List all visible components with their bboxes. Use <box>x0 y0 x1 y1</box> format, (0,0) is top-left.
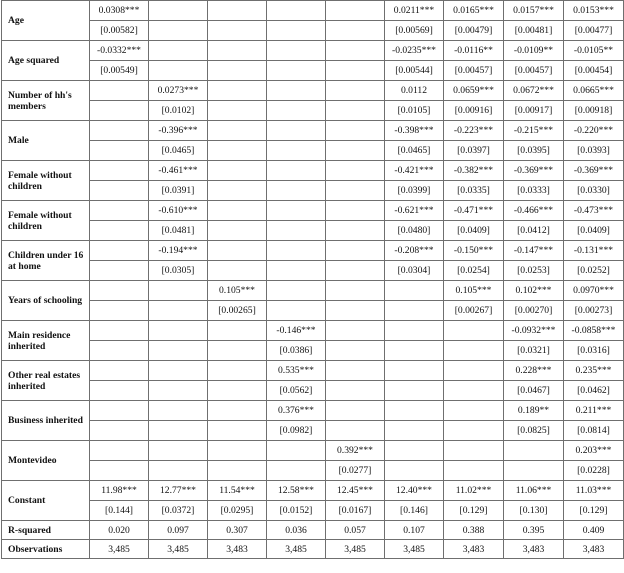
coefficient-cell: 0.203*** <box>564 441 624 461</box>
standard-error-cell <box>326 181 385 201</box>
standard-error-cell: [0.0467] <box>504 381 564 401</box>
coefficient-cell <box>444 321 504 341</box>
coefficient-cell: 0.228*** <box>504 361 564 381</box>
statistic-label: R-squared <box>2 521 90 540</box>
standard-error-cell <box>90 101 149 121</box>
standard-error-cell: [0.00918] <box>564 101 624 121</box>
standard-error-row <box>2 101 624 121</box>
standard-error-cell: [0.0395] <box>504 141 564 161</box>
standard-error-cell: [0.00477] <box>564 21 624 41</box>
coefficient-cell <box>326 361 385 381</box>
coefficient-cell: -0.0109** <box>504 41 564 61</box>
coefficient-cell <box>149 441 208 461</box>
coefficient-cell: -0.223*** <box>444 121 504 141</box>
standard-error-cell: [0.0254] <box>444 261 504 281</box>
coefficient-cell <box>208 41 267 61</box>
standard-error-cell <box>326 141 385 161</box>
coefficient-cell: 12.40*** <box>385 481 444 501</box>
coefficient-row <box>2 201 624 221</box>
standard-error-cell <box>267 21 326 41</box>
coefficient-cell: 0.0211*** <box>385 1 444 21</box>
variable-label: Other real estates inherited <box>2 361 90 401</box>
coefficient-cell <box>149 1 208 21</box>
standard-error-cell <box>504 461 564 481</box>
coefficient-cell <box>149 281 208 301</box>
standard-error-cell: [0.144] <box>90 501 149 521</box>
standard-error-cell <box>326 101 385 121</box>
standard-error-cell <box>444 461 504 481</box>
variable-label: Main residence inherited <box>2 321 90 361</box>
coefficient-cell <box>444 401 504 421</box>
standard-error-cell: [0.00270] <box>504 301 564 321</box>
coefficient-cell: 0.0672*** <box>504 81 564 101</box>
statistic-value: 3,485 <box>90 540 149 559</box>
standard-error-cell: [0.00265] <box>208 301 267 321</box>
coefficient-row <box>2 441 624 461</box>
standard-error-row <box>2 381 624 401</box>
statistic-value: 3,485 <box>385 540 444 559</box>
coefficient-row <box>2 121 624 141</box>
coefficient-cell: 11.98*** <box>90 481 149 501</box>
standard-error-cell <box>90 381 149 401</box>
standard-error-cell <box>208 21 267 41</box>
coefficient-row <box>2 361 624 381</box>
standard-error-cell: [0.0397] <box>444 141 504 161</box>
coefficient-cell: -0.147*** <box>504 241 564 261</box>
standard-error-cell <box>326 301 385 321</box>
standard-error-cell <box>385 341 444 361</box>
variable-label: Years of schooling <box>2 281 90 321</box>
coefficient-cell <box>326 81 385 101</box>
variable-label: Constant <box>2 481 90 521</box>
coefficient-cell: -0.396*** <box>149 121 208 141</box>
coefficient-cell <box>90 281 149 301</box>
coefficient-row <box>2 241 624 261</box>
standard-error-cell: [0.0253] <box>504 261 564 281</box>
coefficient-cell: 0.376*** <box>267 401 326 421</box>
standard-error-cell: [0.00273] <box>564 301 624 321</box>
standard-error-cell <box>208 221 267 241</box>
statistic-value: 0.097 <box>149 521 208 540</box>
statistic-value: 0.107 <box>385 521 444 540</box>
standard-error-cell: [0.0167] <box>326 501 385 521</box>
standard-error-cell <box>208 461 267 481</box>
standard-error-cell: [0.00454] <box>564 61 624 81</box>
standard-error-cell: [0.0409] <box>564 221 624 241</box>
statistic-value: 0.057 <box>326 521 385 540</box>
coefficient-cell: -0.208*** <box>385 241 444 261</box>
statistic-row <box>2 540 624 559</box>
coefficient-cell <box>267 441 326 461</box>
standard-error-cell <box>267 221 326 241</box>
standard-error-cell <box>149 21 208 41</box>
standard-error-cell: [0.129] <box>564 501 624 521</box>
coefficient-cell: 11.02*** <box>444 481 504 501</box>
standard-error-row <box>2 501 624 521</box>
standard-error-cell <box>149 61 208 81</box>
standard-error-cell <box>267 181 326 201</box>
standard-error-cell <box>385 301 444 321</box>
standard-error-cell <box>149 461 208 481</box>
statistic-value: 0.020 <box>90 521 149 540</box>
coefficient-cell: 0.0970*** <box>564 281 624 301</box>
standard-error-cell: [0.0393] <box>564 141 624 161</box>
coefficient-cell <box>149 321 208 341</box>
statistic-value: 3,483 <box>444 540 504 559</box>
coefficient-row <box>2 41 624 61</box>
coefficient-cell: -0.0332*** <box>90 41 149 61</box>
coefficient-cell: -0.0932*** <box>504 321 564 341</box>
coefficient-cell: -0.466*** <box>504 201 564 221</box>
standard-error-cell: [0.0102] <box>149 101 208 121</box>
statistic-value: 3,485 <box>326 540 385 559</box>
standard-error-cell: [0.129] <box>444 501 504 521</box>
standard-error-cell: [0.00549] <box>90 61 149 81</box>
standard-error-cell <box>90 141 149 161</box>
coefficient-cell: -0.382*** <box>444 161 504 181</box>
standard-error-cell <box>267 261 326 281</box>
coefficient-cell <box>208 81 267 101</box>
standard-error-cell: [0.0465] <box>385 141 444 161</box>
standard-error-cell: [0.0105] <box>385 101 444 121</box>
standard-error-cell <box>444 341 504 361</box>
standard-error-cell <box>90 301 149 321</box>
coefficient-cell: -0.610*** <box>149 201 208 221</box>
standard-error-cell <box>267 141 326 161</box>
standard-error-cell: [0.0391] <box>149 181 208 201</box>
coefficient-cell <box>149 41 208 61</box>
coefficient-cell: 0.189** <box>504 401 564 421</box>
coefficient-cell <box>267 281 326 301</box>
coefficient-cell: 12.45*** <box>326 481 385 501</box>
standard-error-cell: [0.130] <box>504 501 564 521</box>
coefficient-cell: 0.392*** <box>326 441 385 461</box>
coefficient-cell <box>444 361 504 381</box>
standard-error-cell: [0.0480] <box>385 221 444 241</box>
coefficient-cell: 0.235*** <box>564 361 624 381</box>
standard-error-cell: [0.0825] <box>504 421 564 441</box>
coefficient-cell <box>385 401 444 421</box>
standard-error-cell: [0.00582] <box>90 21 149 41</box>
regression-table <box>1 0 624 559</box>
standard-error-cell: [0.00569] <box>385 21 444 41</box>
coefficient-cell <box>90 401 149 421</box>
coefficient-row <box>2 481 624 501</box>
variable-label: Age <box>2 1 90 41</box>
standard-error-cell: [0.0228] <box>564 461 624 481</box>
statistic-value: 3,483 <box>564 540 624 559</box>
coefficient-cell: -0.220*** <box>564 121 624 141</box>
coefficient-cell: 0.0165*** <box>444 1 504 21</box>
coefficient-cell <box>90 161 149 181</box>
coefficient-cell <box>208 121 267 141</box>
standard-error-cell: [0.146] <box>385 501 444 521</box>
coefficient-cell <box>149 401 208 421</box>
coefficient-row <box>2 281 624 301</box>
standard-error-cell: [0.0462] <box>564 381 624 401</box>
coefficient-cell <box>90 81 149 101</box>
coefficient-cell: -0.0235*** <box>385 41 444 61</box>
standard-error-cell: [0.00457] <box>444 61 504 81</box>
statistic-value: 0.388 <box>444 521 504 540</box>
standard-error-cell: [0.00457] <box>504 61 564 81</box>
variable-label: Montevideo <box>2 441 90 481</box>
coefficient-cell <box>90 321 149 341</box>
statistic-value: 0.036 <box>267 521 326 540</box>
coefficient-cell <box>326 241 385 261</box>
standard-error-row <box>2 261 624 281</box>
standard-error-cell <box>385 421 444 441</box>
variable-label: Male <box>2 121 90 161</box>
coefficient-cell: 0.102*** <box>504 281 564 301</box>
coefficient-cell: 0.0308*** <box>90 1 149 21</box>
standard-error-row <box>2 341 624 361</box>
coefficient-cell: -0.131*** <box>564 241 624 261</box>
standard-error-row <box>2 61 624 81</box>
coefficient-row <box>2 1 624 21</box>
coefficient-cell: 0.211*** <box>564 401 624 421</box>
coefficient-cell: 11.06*** <box>504 481 564 501</box>
coefficient-cell <box>326 401 385 421</box>
coefficient-cell: 0.0157*** <box>504 1 564 21</box>
coefficient-cell: -0.0116** <box>444 41 504 61</box>
coefficient-cell <box>385 321 444 341</box>
coefficient-cell <box>385 281 444 301</box>
coefficient-cell <box>267 161 326 181</box>
standard-error-cell: [0.0399] <box>385 181 444 201</box>
coefficient-cell <box>267 201 326 221</box>
coefficient-cell: -0.369*** <box>564 161 624 181</box>
standard-error-cell <box>267 301 326 321</box>
coefficient-row <box>2 401 624 421</box>
statistic-value: 3,483 <box>504 540 564 559</box>
standard-error-cell: [0.0295] <box>208 501 267 521</box>
standard-error-cell: [0.0333] <box>504 181 564 201</box>
standard-error-cell: [0.0409] <box>444 221 504 241</box>
standard-error-cell <box>149 341 208 361</box>
coefficient-cell <box>326 41 385 61</box>
coefficient-cell <box>90 121 149 141</box>
standard-error-cell: [0.00544] <box>385 61 444 81</box>
standard-error-cell: [0.0316] <box>564 341 624 361</box>
coefficient-cell: -0.0858*** <box>564 321 624 341</box>
coefficient-cell <box>326 121 385 141</box>
standard-error-cell <box>208 61 267 81</box>
table-body <box>2 1 624 559</box>
coefficient-row <box>2 81 624 101</box>
coefficient-cell <box>504 441 564 461</box>
coefficient-cell: 0.0112 <box>385 81 444 101</box>
statistic-value: 3,485 <box>149 540 208 559</box>
coefficient-cell <box>208 361 267 381</box>
variable-label: Business inherited <box>2 401 90 441</box>
coefficient-cell: 0.0273*** <box>149 81 208 101</box>
coefficient-cell <box>267 241 326 261</box>
standard-error-cell <box>208 101 267 121</box>
statistic-value: 3,483 <box>208 540 267 559</box>
standard-error-cell: [0.0277] <box>326 461 385 481</box>
coefficient-cell <box>326 161 385 181</box>
statistic-value: 0.307 <box>208 521 267 540</box>
standard-error-cell <box>444 381 504 401</box>
coefficient-cell: 0.0665*** <box>564 81 624 101</box>
standard-error-cell: [0.0372] <box>149 501 208 521</box>
standard-error-cell: [0.00267] <box>444 301 504 321</box>
standard-error-cell <box>326 261 385 281</box>
coefficient-cell <box>267 41 326 61</box>
standard-error-cell <box>149 381 208 401</box>
standard-error-cell: [0.0330] <box>564 181 624 201</box>
standard-error-cell <box>90 341 149 361</box>
coefficient-cell: -0.473*** <box>564 201 624 221</box>
coefficient-cell: -0.150*** <box>444 241 504 261</box>
coefficient-cell <box>90 361 149 381</box>
variable-label: Children under 16 at home <box>2 241 90 281</box>
standard-error-cell <box>267 61 326 81</box>
standard-error-cell <box>208 421 267 441</box>
coefficient-cell: 0.0153*** <box>564 1 624 21</box>
standard-error-cell: [0.00916] <box>444 101 504 121</box>
statistic-label: Observations <box>2 540 90 559</box>
coefficient-cell: -0.461*** <box>149 161 208 181</box>
statistic-value: 3,485 <box>267 540 326 559</box>
coefficient-cell: -0.0105** <box>564 41 624 61</box>
standard-error-cell: [0.0465] <box>149 141 208 161</box>
coefficient-cell <box>326 1 385 21</box>
standard-error-row <box>2 21 624 41</box>
coefficient-cell <box>90 441 149 461</box>
coefficient-cell <box>326 321 385 341</box>
standard-error-cell: [0.0481] <box>149 221 208 241</box>
standard-error-cell <box>326 381 385 401</box>
coefficient-cell <box>385 361 444 381</box>
standard-error-cell <box>444 421 504 441</box>
standard-error-row <box>2 141 624 161</box>
coefficient-cell <box>444 441 504 461</box>
standard-error-cell <box>385 461 444 481</box>
coefficient-cell: 0.535*** <box>267 361 326 381</box>
statistic-value: 0.409 <box>564 521 624 540</box>
standard-error-cell: [0.00479] <box>444 21 504 41</box>
standard-error-cell <box>326 221 385 241</box>
standard-error-cell <box>326 61 385 81</box>
standard-error-cell: [0.0814] <box>564 421 624 441</box>
variable-label: Female without children <box>2 161 90 201</box>
variable-label: Female without children <box>2 201 90 241</box>
coefficient-row <box>2 321 624 341</box>
coefficient-cell <box>208 241 267 261</box>
standard-error-cell <box>267 461 326 481</box>
coefficient-cell <box>208 161 267 181</box>
coefficient-cell: -0.194*** <box>149 241 208 261</box>
standard-error-cell <box>208 261 267 281</box>
coefficient-cell: 12.58*** <box>267 481 326 501</box>
standard-error-cell: [0.0152] <box>267 501 326 521</box>
standard-error-cell <box>149 301 208 321</box>
coefficient-cell <box>90 241 149 261</box>
coefficient-cell: -0.621*** <box>385 201 444 221</box>
standard-error-cell: [0.0562] <box>267 381 326 401</box>
standard-error-cell <box>267 101 326 121</box>
coefficient-cell: 11.03*** <box>564 481 624 501</box>
standard-error-cell: [0.0335] <box>444 181 504 201</box>
coefficient-cell: -0.215*** <box>504 121 564 141</box>
standard-error-row <box>2 301 624 321</box>
variable-label: Number of hh's members <box>2 81 90 121</box>
standard-error-cell: [0.00481] <box>504 21 564 41</box>
standard-error-row <box>2 221 624 241</box>
standard-error-cell <box>208 181 267 201</box>
coefficient-row <box>2 161 624 181</box>
coefficient-cell: 0.105*** <box>444 281 504 301</box>
coefficient-cell <box>385 441 444 461</box>
standard-error-cell <box>90 261 149 281</box>
coefficient-cell: -0.421*** <box>385 161 444 181</box>
standard-error-row <box>2 461 624 481</box>
coefficient-cell <box>208 1 267 21</box>
standard-error-cell <box>90 181 149 201</box>
coefficient-cell <box>149 361 208 381</box>
standard-error-cell <box>149 421 208 441</box>
coefficient-cell: 0.105*** <box>208 281 267 301</box>
coefficient-cell <box>208 401 267 421</box>
coefficient-cell <box>326 201 385 221</box>
coefficient-cell: -0.146*** <box>267 321 326 341</box>
standard-error-cell: [0.0412] <box>504 221 564 241</box>
coefficient-cell <box>267 81 326 101</box>
standard-error-cell: [0.0252] <box>564 261 624 281</box>
standard-error-cell <box>326 21 385 41</box>
coefficient-cell: -0.369*** <box>504 161 564 181</box>
standard-error-cell <box>326 341 385 361</box>
coefficient-cell: 12.77*** <box>149 481 208 501</box>
standard-error-cell <box>208 141 267 161</box>
standard-error-cell <box>90 421 149 441</box>
standard-error-row <box>2 181 624 201</box>
coefficient-cell <box>208 201 267 221</box>
coefficient-cell: 11.54*** <box>208 481 267 501</box>
standard-error-row <box>2 421 624 441</box>
standard-error-cell <box>208 381 267 401</box>
standard-error-cell: [0.0305] <box>149 261 208 281</box>
statistic-row <box>2 521 624 540</box>
coefficient-cell <box>267 121 326 141</box>
standard-error-cell: [0.0386] <box>267 341 326 361</box>
standard-error-cell: [0.0304] <box>385 261 444 281</box>
coefficient-cell: -0.471*** <box>444 201 504 221</box>
coefficient-cell <box>208 441 267 461</box>
standard-error-cell: [0.0321] <box>504 341 564 361</box>
coefficient-cell <box>267 1 326 21</box>
variable-label: Age squared <box>2 41 90 81</box>
statistic-value: 0.395 <box>504 521 564 540</box>
standard-error-cell: [0.00917] <box>504 101 564 121</box>
coefficient-cell: -0.398*** <box>385 121 444 141</box>
coefficient-cell: 0.0659*** <box>444 81 504 101</box>
standard-error-cell <box>90 461 149 481</box>
coefficient-cell <box>326 281 385 301</box>
standard-error-cell <box>208 341 267 361</box>
standard-error-cell <box>326 421 385 441</box>
standard-error-cell <box>385 381 444 401</box>
coefficient-cell <box>208 321 267 341</box>
standard-error-cell: [0.0982] <box>267 421 326 441</box>
standard-error-cell <box>90 221 149 241</box>
coefficient-cell <box>90 201 149 221</box>
